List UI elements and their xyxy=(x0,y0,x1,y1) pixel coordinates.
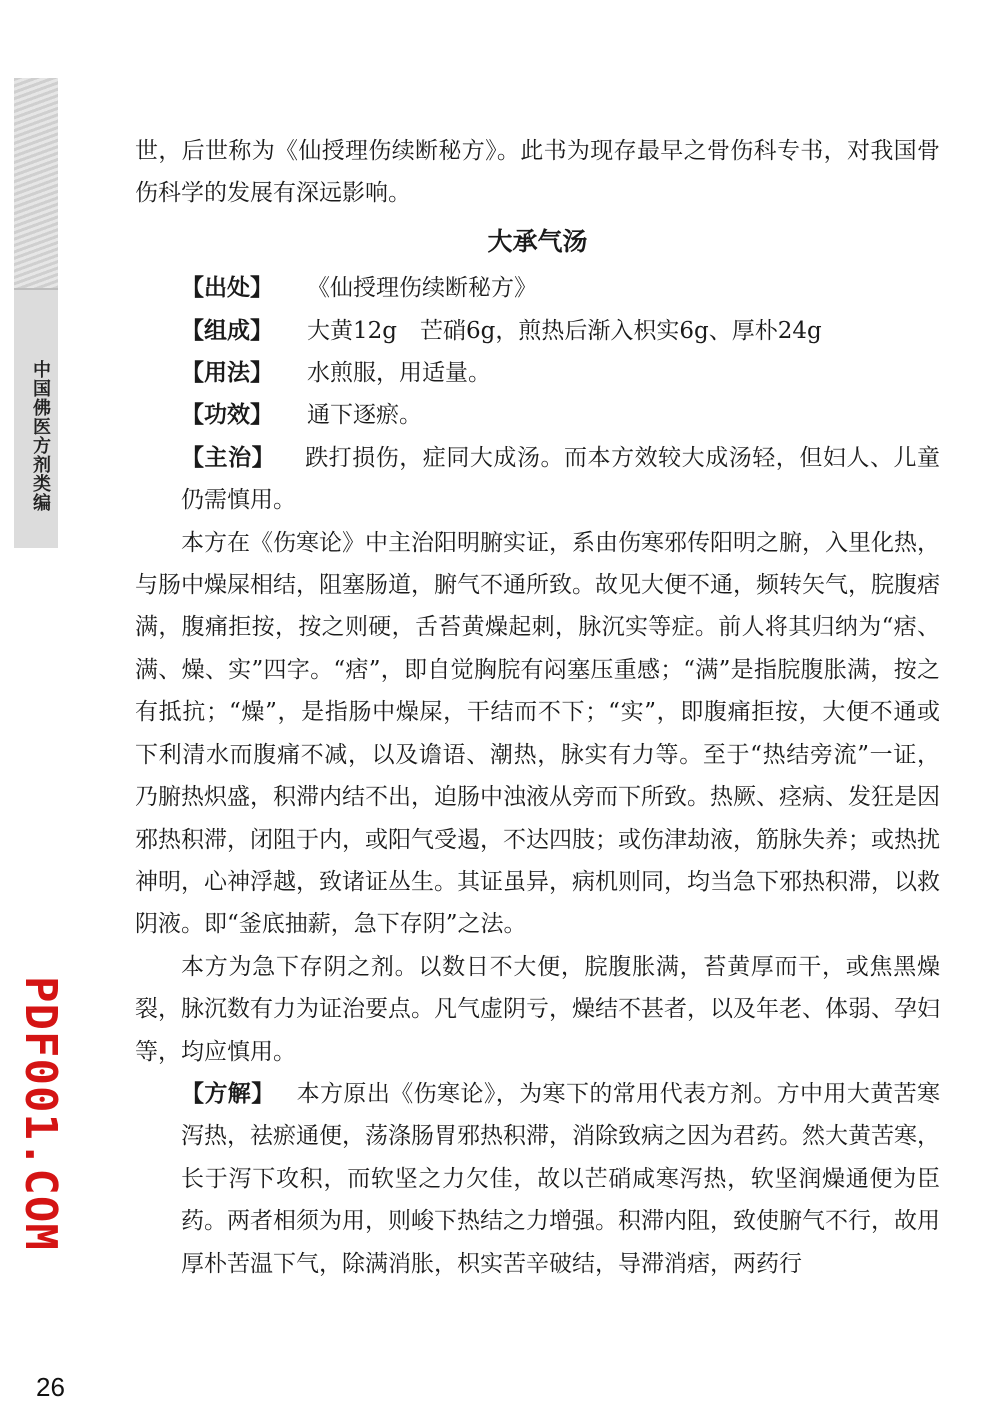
body-paragraph: 本方为急下存阴之剂。以数日不大便，脘腹胀满，苔黄厚而干，或焦黑燥裂，脉沉数有力为证治要点。凡气虚阴亏，燥结不甚者，以及年老、体弱、孕妇等，均应慎用。 xyxy=(135,953,940,1065)
analysis-label: 【方解】 xyxy=(181,1080,275,1107)
field-label: 【用法】 xyxy=(181,360,273,387)
field-source xyxy=(135,267,940,309)
field-label: 【出处】 xyxy=(181,275,273,302)
analysis-paragraph xyxy=(135,1073,940,1285)
field-usage xyxy=(135,352,940,394)
section-title: 大承气汤 xyxy=(487,226,588,256)
field-indications xyxy=(135,437,940,522)
field-value: 《仙授理伤续断秘方》 xyxy=(307,275,537,302)
field-value: 水煎服，用适量。 xyxy=(307,360,491,387)
buddha-illustration xyxy=(14,78,58,290)
field-value: 跌打损伤，症同大成汤。而本方效较大成汤轻，但妇人、儿童仍需慎用。 xyxy=(181,444,941,514)
field-value: 通下逐瘀。 xyxy=(307,402,422,429)
field-label: 【主治】 xyxy=(181,444,276,471)
page-number: 26 xyxy=(36,1372,65,1402)
field-efficacy xyxy=(135,394,940,436)
field-label: 【功效】 xyxy=(181,402,273,429)
field-value: 大黄12g 芒硝6g，煎热后渐入枳实6g、厚朴24g xyxy=(307,317,822,344)
side-decoration-strip xyxy=(14,78,58,548)
intro-paragraph: 世，后世称为《仙授理伤续断秘方》。此书为现存最早之骨伤科专书，对我国骨伤科学的发展有深远影响。 xyxy=(135,138,940,207)
watermark: PDF001.COM xyxy=(15,976,66,1251)
field-composition xyxy=(135,310,940,352)
series-title: 中国佛医方剂类编 xyxy=(30,360,51,512)
field-label: 【组成】 xyxy=(181,317,273,344)
analysis-text: 本方原出《伤寒论》，为寒下的常用代表方剂。方中用大黄苦寒泻热，祛瘀通便，荡涤肠胃邪热积滞，消除致病之因为君药。然大黄苦寒，长于泻下攻积，而软坚之力欠佳，故以芒硝咸寒泻热，软坚润燥通便为臣药。两者相须为用，则峻下热结之力增强。积滞内阻，致使腑气不行，故用厚朴苦温下气，除满消胀，枳实苦辛破结，导滞消痞，两药行 xyxy=(181,1080,941,1277)
page-content xyxy=(135,130,940,1285)
body-paragraph: 本方在《伤寒论》中主治阳明腑实证，系由伤寒邪传阳明之腑，入里化热，与肠中燥屎相结，阻塞肠道，腑气不通所致。故见大便不通，频转矢气，脘腹痞满，腹痛拒按，按之则硬，舌苔黄燥起刺，脉沉实等症。前人将其归纳为“痞、满、燥、实”四字。“痞”，即自觉胸脘有闷塞压重感；“满”是指脘腹胀满，按之有抵抗；“燥”，是指肠中燥屎，干结而不下；“实”，即腹痛拒按，大便不通或下利清水而腹痛不减，以及谵语、潮热，脉实有力等。至于“热结旁流”一证，乃腑热炽盛，积滞内结不出，迫肠中浊液从旁而下所致。热厥、痉病、发狂是因邪热积滞，闭阻于内，或阳气受遏，不达四肢；或伤津劫液，筋脉失养；或热扰神明，心神浮越，致诸证丛生。其证虽异，病机则同，均当急下邪热积滞，以救阴液。即“釜底抽薪，急下存阴”之法。 xyxy=(135,529,940,938)
